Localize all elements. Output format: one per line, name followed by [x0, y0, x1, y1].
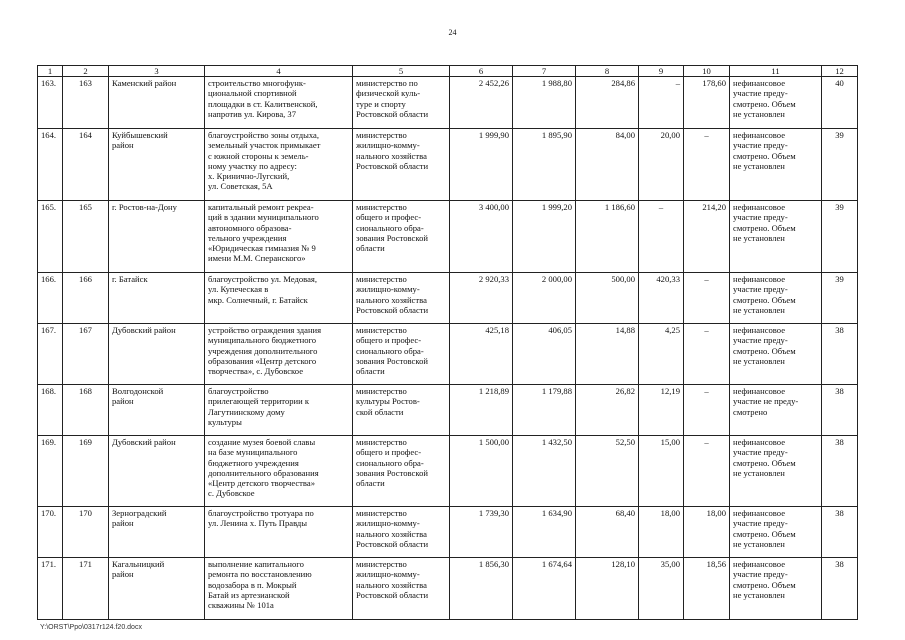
value-col8: 84,00	[576, 129, 639, 201]
ministry-cell: министерство по физической куль- туре и спорту Ростовской области	[353, 77, 450, 129]
value-col6: 425,18	[450, 324, 513, 385]
value-col6: 3 400,00	[450, 201, 513, 273]
value-col7: 1 674,64	[513, 558, 576, 620]
value-col10: 214,20	[684, 201, 730, 273]
note-cell: нефинансовое участие преду- смотрено. Объем не установлен	[730, 324, 822, 385]
table-row	[38, 273, 858, 324]
note-cell: нефинансовое участие преду- смотрено. Объем не установлен	[730, 558, 822, 620]
value-col7: 1 988,80	[513, 77, 576, 129]
value-col9: –	[639, 77, 684, 129]
value-col9: 35,00	[639, 558, 684, 620]
district-cell: Кагальницкий район	[109, 558, 205, 620]
table-row	[38, 129, 858, 201]
row-index: 166	[63, 273, 109, 324]
ministry-cell: министерство общего и профес- сионального обра- зования Ростовской области	[353, 324, 450, 385]
table-row	[38, 201, 858, 273]
objects-table	[37, 65, 858, 620]
row-number: 168.	[38, 385, 63, 436]
table-row	[38, 507, 858, 558]
value-col8: 52,50	[576, 436, 639, 507]
value-col9: 420,33	[639, 273, 684, 324]
row-index: 169	[63, 436, 109, 507]
row-number: 167.	[38, 324, 63, 385]
district-cell: Дубовский район	[109, 324, 205, 385]
district-cell: Куйбышевский район	[109, 129, 205, 201]
column-header: 2	[63, 66, 109, 77]
row-index: 171	[63, 558, 109, 620]
column-header: 6	[450, 66, 513, 77]
row-index: 168	[63, 385, 109, 436]
value-col9: 4,25	[639, 324, 684, 385]
table-row	[38, 324, 858, 385]
district-cell: Зерноградский район	[109, 507, 205, 558]
value-col10: –	[684, 129, 730, 201]
ministry-cell: министерство жилищно-комму- нального хозяйства Ростовской области	[353, 129, 450, 201]
column-header: 10	[684, 66, 730, 77]
value-col9: –	[639, 201, 684, 273]
row-number: 165.	[38, 201, 63, 273]
row-index: 163	[63, 77, 109, 129]
value-col6: 2 452,26	[450, 77, 513, 129]
district-cell: Волгодонской район	[109, 385, 205, 436]
column-header: 5	[353, 66, 450, 77]
note-cell: нефинансовое участие не преду- смотрено	[730, 385, 822, 436]
ministry-cell: министерство культуры Ростов- ской области	[353, 385, 450, 436]
row-index: 165	[63, 201, 109, 273]
value-col12: 38	[822, 436, 858, 507]
object-cell: выполнение капитального ремонта по восстановлению водозабора в п. Мокрый Батай из артезианской скважины № 101а	[205, 558, 353, 620]
note-cell: нефинансовое участие преду- смотрено. Объем не установлен	[730, 273, 822, 324]
column-header: 7	[513, 66, 576, 77]
row-index: 170	[63, 507, 109, 558]
value-col12: 39	[822, 201, 858, 273]
value-col6: 1 500,00	[450, 436, 513, 507]
value-col10: –	[684, 436, 730, 507]
value-col10: –	[684, 385, 730, 436]
value-col6: 1 999,90	[450, 129, 513, 201]
object-cell: устройство ограждения здания муниципального бюджетного учреждения дополнительного образования «Центр детского творчества», с. Дубовское	[205, 324, 353, 385]
value-col12: 38	[822, 385, 858, 436]
object-cell: капитальный ремонт рекреа- ций в здании муниципального автономного образова- тельного учреждения «Юридическая гимназия № 9 имени М.М. Сперанского»	[205, 201, 353, 273]
value-col12: 39	[822, 129, 858, 201]
column-header: 4	[205, 66, 353, 77]
column-header: 3	[109, 66, 205, 77]
value-col7: 1 179,88	[513, 385, 576, 436]
row-index: 164	[63, 129, 109, 201]
table-row	[38, 436, 858, 507]
value-col8: 284,86	[576, 77, 639, 129]
object-cell: создание музея боевой славы на базе муниципального бюджетного учреждения дополнительного образования «Центр детского творчества» с. Дубовское	[205, 436, 353, 507]
value-col7: 1 895,90	[513, 129, 576, 201]
object-cell: благоустройство ул. Медовая, ул. Купеческая в мкр. Солнечный, г. Батайск	[205, 273, 353, 324]
value-col12: 38	[822, 324, 858, 385]
value-col6: 1 856,30	[450, 558, 513, 620]
value-col7: 1 432,50	[513, 436, 576, 507]
header-row	[38, 66, 858, 77]
value-col10: 178,60	[684, 77, 730, 129]
file-path-footer: Y:\ORST\Ppo\0317r124.f20.docx	[40, 624, 142, 631]
row-number: 170.	[38, 507, 63, 558]
ministry-cell: министерство общего и профес- сионального обра- зования Ростовской области	[353, 436, 450, 507]
district-cell: Дубовский район	[109, 436, 205, 507]
row-number: 166.	[38, 273, 63, 324]
value-col8: 26,82	[576, 385, 639, 436]
value-col7: 406,05	[513, 324, 576, 385]
value-col8: 128,10	[576, 558, 639, 620]
object-cell: благоустройство зоны отдыха, земельный участок примыкает с южной стороны к земель- ному участку по адресу: х. Криничнo-Лугский, ул. Советская, 5А	[205, 129, 353, 201]
value-col6: 2 920,33	[450, 273, 513, 324]
row-index: 167	[63, 324, 109, 385]
table-row	[38, 558, 858, 620]
value-col8: 1 186,60	[576, 201, 639, 273]
value-col12: 38	[822, 558, 858, 620]
page-number: 24	[448, 28, 457, 37]
column-header: 9	[639, 66, 684, 77]
ministry-cell: министерство жилищно-комму- нального хозяйства Ростовской области	[353, 273, 450, 324]
row-number: 164.	[38, 129, 63, 201]
object-cell: строительство многофунк- циональной спортивной площадки в ст. Калитвенской, напротив ул. Кирова, 37	[205, 77, 353, 129]
value-col9: 12,19	[639, 385, 684, 436]
value-col10: 18,56	[684, 558, 730, 620]
note-cell: нефинансовое участие преду- смотрено. Объем не установлен	[730, 507, 822, 558]
district-cell: Каменский район	[109, 77, 205, 129]
value-col10: –	[684, 273, 730, 324]
note-cell: нефинансовое участие преду- смотрено. Объем не установлен	[730, 129, 822, 201]
value-col7: 1 999,20	[513, 201, 576, 273]
value-col7: 2 000,00	[513, 273, 576, 324]
value-col8: 14,88	[576, 324, 639, 385]
district-cell: г. Ростов-на-Дону	[109, 201, 205, 273]
column-header: 8	[576, 66, 639, 77]
note-cell: нефинансовое участие преду- смотрено. Объем не установлен	[730, 436, 822, 507]
value-col9: 18,00	[639, 507, 684, 558]
district-cell: г. Батайск	[109, 273, 205, 324]
ministry-cell: министерство общего и профес- сионального обра- зования Ростовской области	[353, 201, 450, 273]
ministry-cell: министерство жилищно-комму- нального хозяйства Ростовской области	[353, 558, 450, 620]
column-header: 1	[38, 66, 63, 77]
value-col10: –	[684, 324, 730, 385]
note-cell: нефинансовое участие преду- смотрено. Объем не установлен	[730, 201, 822, 273]
value-col10: 18,00	[684, 507, 730, 558]
value-col8: 500,00	[576, 273, 639, 324]
value-col6: 1 739,30	[450, 507, 513, 558]
object-cell: благоустройство тротуара по ул. Ленина х. Путь Правды	[205, 507, 353, 558]
row-number: 171.	[38, 558, 63, 620]
value-col7: 1 634,90	[513, 507, 576, 558]
value-col12: 38	[822, 507, 858, 558]
table-row	[38, 77, 858, 129]
column-header: 11	[730, 66, 822, 77]
value-col9: 20,00	[639, 129, 684, 201]
object-cell: благоустройство прилегающей территории к Лагутнинскому дому культуры	[205, 385, 353, 436]
value-col6: 1 218,89	[450, 385, 513, 436]
value-col9: 15,00	[639, 436, 684, 507]
row-number: 163.	[38, 77, 63, 129]
ministry-cell: министерство жилищно-комму- нального хозяйства Ростовской области	[353, 507, 450, 558]
value-col12: 40	[822, 77, 858, 129]
row-number: 169.	[38, 436, 63, 507]
table-row	[38, 385, 858, 436]
value-col8: 68,40	[576, 507, 639, 558]
column-header: 12	[822, 66, 858, 77]
value-col12: 39	[822, 273, 858, 324]
note-cell: нефинансовое участие преду- смотрено. Объем не установлен	[730, 77, 822, 129]
